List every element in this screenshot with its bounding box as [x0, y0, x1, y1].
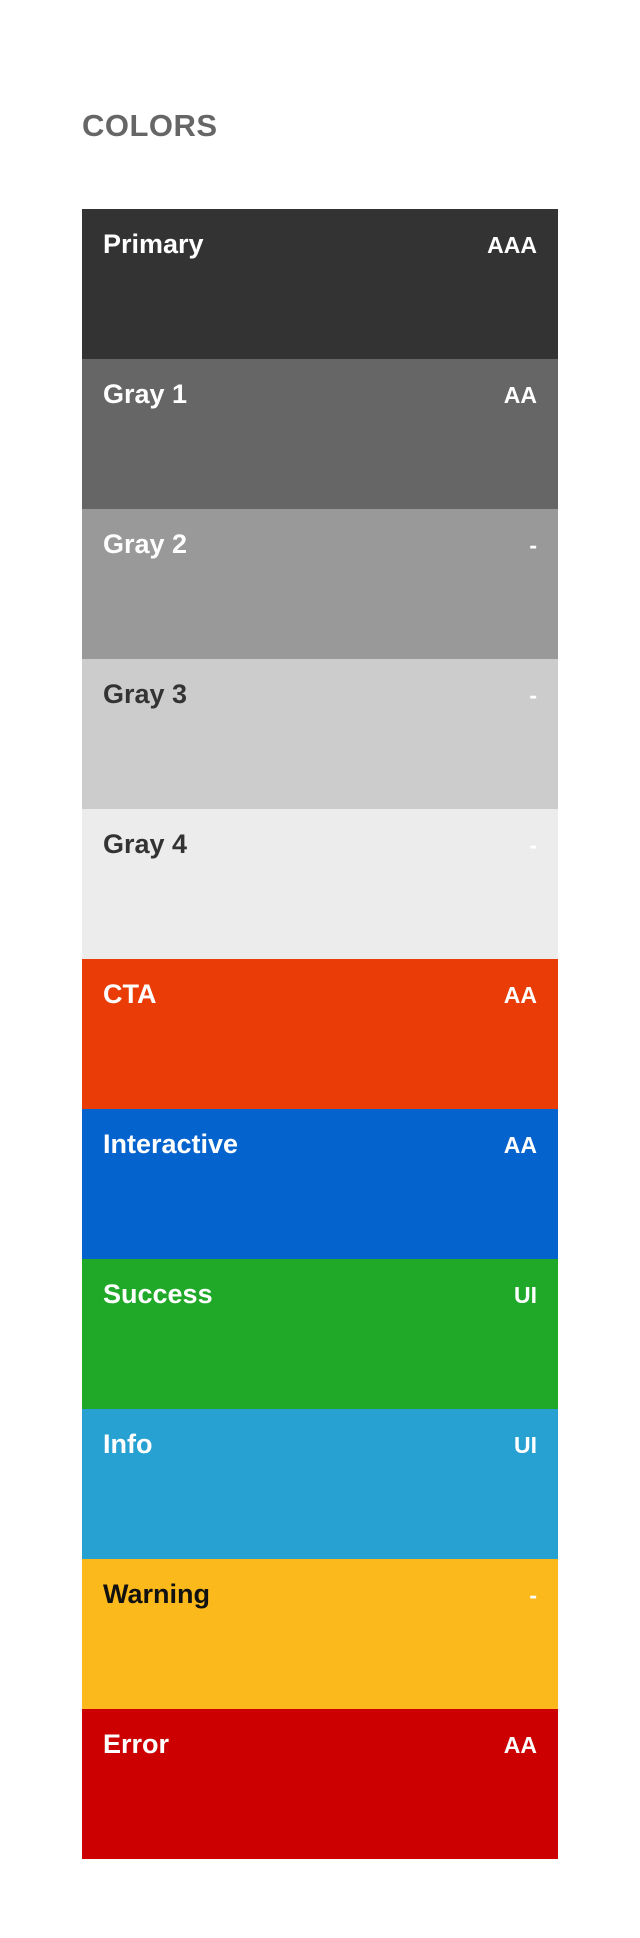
contrast-rating: UI — [514, 1432, 537, 1458]
swatch-name: Gray 3 — [103, 679, 188, 709]
swatch-interactive — [82, 1109, 558, 1259]
contrast-rating: AA — [503, 1732, 537, 1758]
swatch-cta — [82, 959, 558, 1109]
contrast-rating: AA — [503, 382, 537, 408]
swatch-name: Gray 2 — [103, 529, 188, 559]
swatch-name: Warning — [103, 1579, 210, 1609]
swatch-primary — [82, 209, 558, 359]
contrast-rating: AA — [503, 1132, 537, 1158]
swatch-gray-1 — [82, 359, 558, 509]
swatch-success — [82, 1259, 558, 1409]
swatch-gray-2 — [82, 509, 558, 659]
color-swatch-list — [82, 209, 558, 1859]
contrast-rating: - — [529, 832, 537, 858]
contrast-rating: UI — [514, 1282, 537, 1308]
swatch-name: Info — [103, 1429, 153, 1459]
contrast-rating: AA — [503, 982, 537, 1008]
swatch-name: Success — [103, 1279, 213, 1309]
swatch-error — [82, 1709, 558, 1859]
swatch-name: CTA — [103, 979, 157, 1009]
swatch-name: Interactive — [103, 1129, 239, 1159]
swatch-info — [82, 1409, 558, 1559]
contrast-rating: AAA — [487, 232, 537, 258]
contrast-rating: - — [529, 1582, 537, 1608]
swatch-gray-4 — [82, 809, 558, 959]
swatch-warning — [82, 1559, 558, 1709]
swatch-gray-3 — [82, 659, 558, 809]
contrast-rating: - — [529, 532, 537, 558]
swatch-name: Gray 1 — [103, 379, 188, 409]
swatch-name: Error — [103, 1729, 170, 1759]
swatch-name: Primary — [103, 229, 204, 259]
swatch-name: Gray 4 — [103, 829, 188, 859]
page-title: COLORS — [82, 108, 218, 143]
contrast-rating: - — [529, 682, 537, 708]
